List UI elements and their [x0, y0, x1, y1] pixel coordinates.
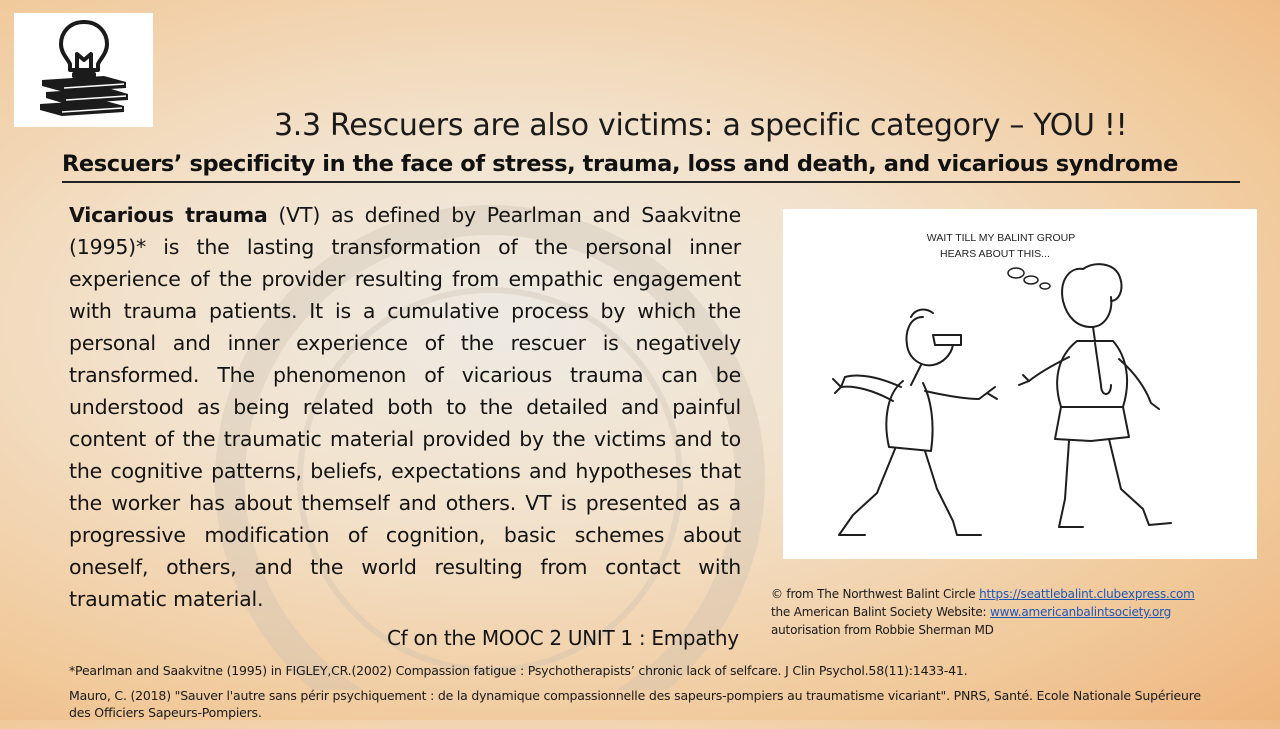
logo	[14, 13, 153, 127]
credit-line-2	[771, 603, 1195, 621]
body-definition: (VT) as defined by Pearlman and Saakvitne (1995)* is the lasting transformation of the personal inner experience of the provider resulting from empathic engagement with trauma patients. It is a cumulative process by which the personal and inner experience of the rescuer is negatively transformed. The phenomenon of vicarious trauma can be understood as being related both to the detailed and painful content of the traumatic material provided by the victims and to the cognitive patterns, beliefs, expectations and hypotheses that the worker has about themself and others. VT is presented as a progressive modification of cognition, basic schemes about oneself, others, and the world resulting from contact with traumatic material.	[69, 203, 741, 611]
reference-2: Mauro, C. (2018) "Sauver l'autre sans périr psychiquement : de la dynamique compassionnelle des sapeurs-pompiers au traumatisme vicariant". PNRS, Santé. Ecole Nationale Supérieure des Officiers Sapeurs-Pompiers.	[69, 688, 1201, 720]
image-credits	[771, 585, 1195, 639]
credit-prefix-1: © from The Northwest Balint Circle	[771, 587, 980, 601]
reference-1: *Pearlman and Saakvitne (1995) in FIGLEY,CR.(2002) Compassion fatigue : Psychotherapists’ chronic lack of selfcare. J Clin Psychol.58(11):1433-41.	[69, 663, 968, 678]
credit-prefix-2: the American Balint Society Website:	[771, 605, 990, 619]
cartoon-caption-line1: WAIT TILL MY BALINT GROUP	[926, 232, 1076, 244]
seattlebalint-link[interactable]: https://seattlebalint.clubexpress.com	[979, 587, 1195, 601]
cartoon-caption-line2: HEARS ABOUT THIS...	[940, 248, 1050, 260]
cartoon-illustration	[783, 209, 1257, 559]
lightbulb-on-books-icon	[34, 18, 134, 122]
body-term: Vicarious trauma	[69, 203, 268, 227]
subtitle-underline	[62, 181, 1240, 183]
references	[69, 662, 1219, 729]
credit-line-3: autorisation from Robbie Sherman MD	[771, 623, 994, 637]
americanbalintsociety-link[interactable]: www.americanbalintsociety.org	[990, 605, 1172, 619]
slide-title: 3.3 Rescuers are also victims: a specific category – YOU !!	[274, 108, 1128, 143]
cf-note: Cf on the MOOC 2 UNIT 1 : Empathy	[387, 626, 739, 650]
slide-subtitle: Rescuers’ specificity in the face of stress, trauma, loss and death, and vicarious syndrome	[62, 151, 1178, 177]
credit-line-1	[771, 585, 1195, 603]
body-paragraph	[69, 199, 741, 615]
